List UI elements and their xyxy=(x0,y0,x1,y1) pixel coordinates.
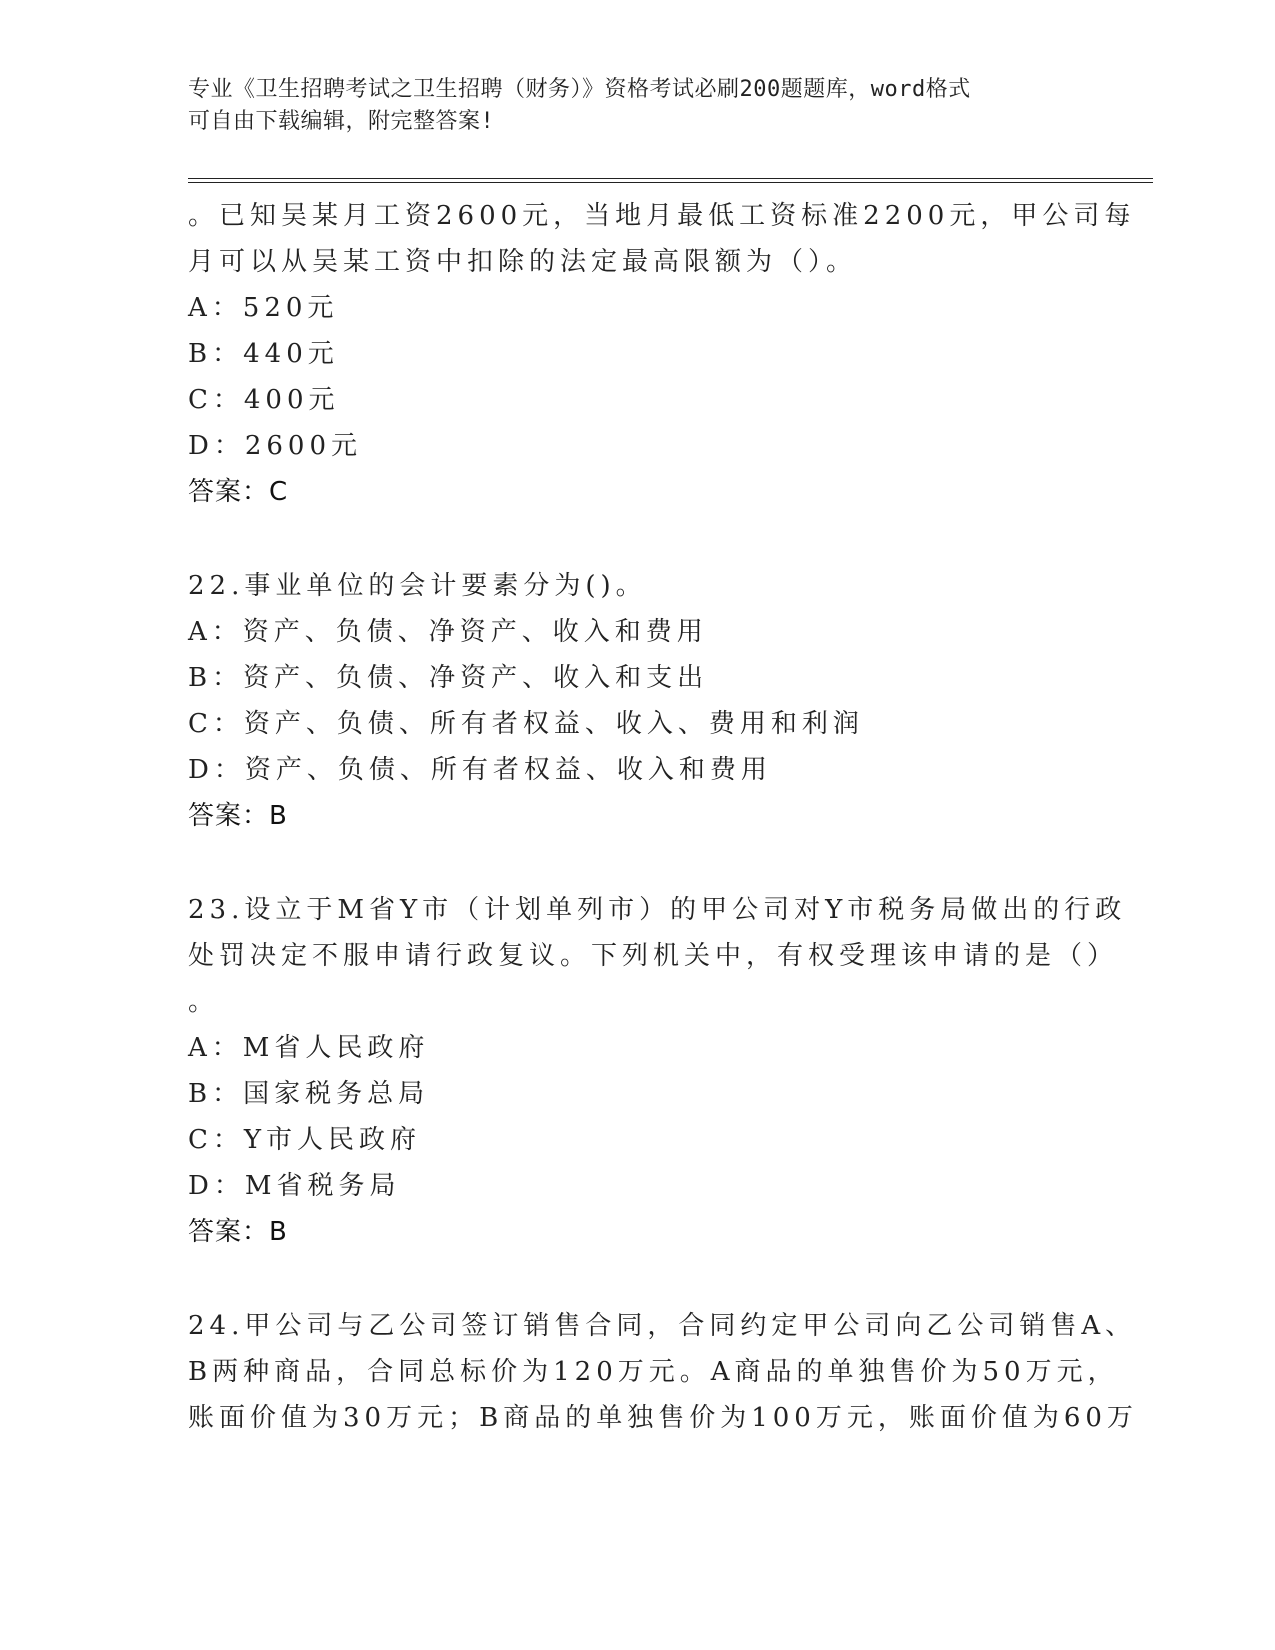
spacer xyxy=(188,839,1088,887)
option-c: C：400元 xyxy=(188,385,340,415)
question-stem-line: B两种商品，合同总标价为120万元。A商品的单独售价为50万元， xyxy=(188,1357,1119,1387)
question-stem-line: 22.事业单位的会计要素分为()。 xyxy=(188,571,647,601)
question-21 xyxy=(188,193,1136,515)
question-22 xyxy=(188,563,1088,839)
option-a: A：资产、负债、净资产、收入和费用 xyxy=(188,617,708,647)
option-d: D：2600元 xyxy=(188,431,363,461)
header-line-1: 专业《卫生招聘考试之卫生招聘（财务）》资格考试必刷200题题库，word格式 xyxy=(188,77,971,102)
question-stem-line: 。 xyxy=(188,987,220,1017)
question-stem-line: 24.甲公司与乙公司签订销售合同，合同约定甲公司向乙公司销售A、 xyxy=(188,1311,1137,1341)
option-d: D：资产、负债、所有者权益、收入和费用 xyxy=(188,755,772,785)
question-23 xyxy=(188,887,1127,1255)
option-d: D：M省税务局 xyxy=(188,1171,401,1201)
question-stem-line: 月可以从吴某工资中扣除的法定最高限额为（）。 xyxy=(188,247,858,277)
answer-line: 答案：C xyxy=(188,477,289,507)
spacer xyxy=(188,1255,1088,1303)
option-b: B：440元 xyxy=(188,339,339,369)
document-header xyxy=(188,74,1068,138)
option-c: C：Y市人民政府 xyxy=(188,1125,422,1155)
answer-line: 答案：B xyxy=(188,1217,288,1247)
option-c: C：资产、负债、所有者权益、收入、费用和利润 xyxy=(188,709,864,739)
option-a: A：520元 xyxy=(188,293,339,323)
option-b: B：国家税务总局 xyxy=(188,1079,430,1109)
question-stem-line: 处罚决定不服申请行政复议。下列机关中，有权受理该申请的是（） xyxy=(188,941,1119,971)
question-content xyxy=(188,193,1138,1441)
question-stem-line: 。已知吴某月工资2600元，当地月最低工资标准2200元，甲公司每 xyxy=(188,201,1136,231)
answer-line: 答案：B xyxy=(188,801,288,831)
header-divider-top xyxy=(188,178,1153,179)
question-stem-line: 账面价值为30万元；B商品的单独售价为100万元，账面价值为60万 xyxy=(188,1403,1138,1433)
header-divider-bottom xyxy=(188,182,1153,183)
spacer xyxy=(188,515,1088,563)
option-a: A：M省人民政府 xyxy=(188,1033,430,1063)
option-b: B：资产、负债、净资产、收入和支出 xyxy=(188,663,709,693)
header-line-2: 可自由下载编辑，附完整答案! xyxy=(188,109,495,134)
question-24 xyxy=(188,1303,1138,1441)
question-stem-line: 23.设立于M省Y市（计划单列市）的甲公司对Y市税务局做出的行政 xyxy=(188,895,1127,925)
